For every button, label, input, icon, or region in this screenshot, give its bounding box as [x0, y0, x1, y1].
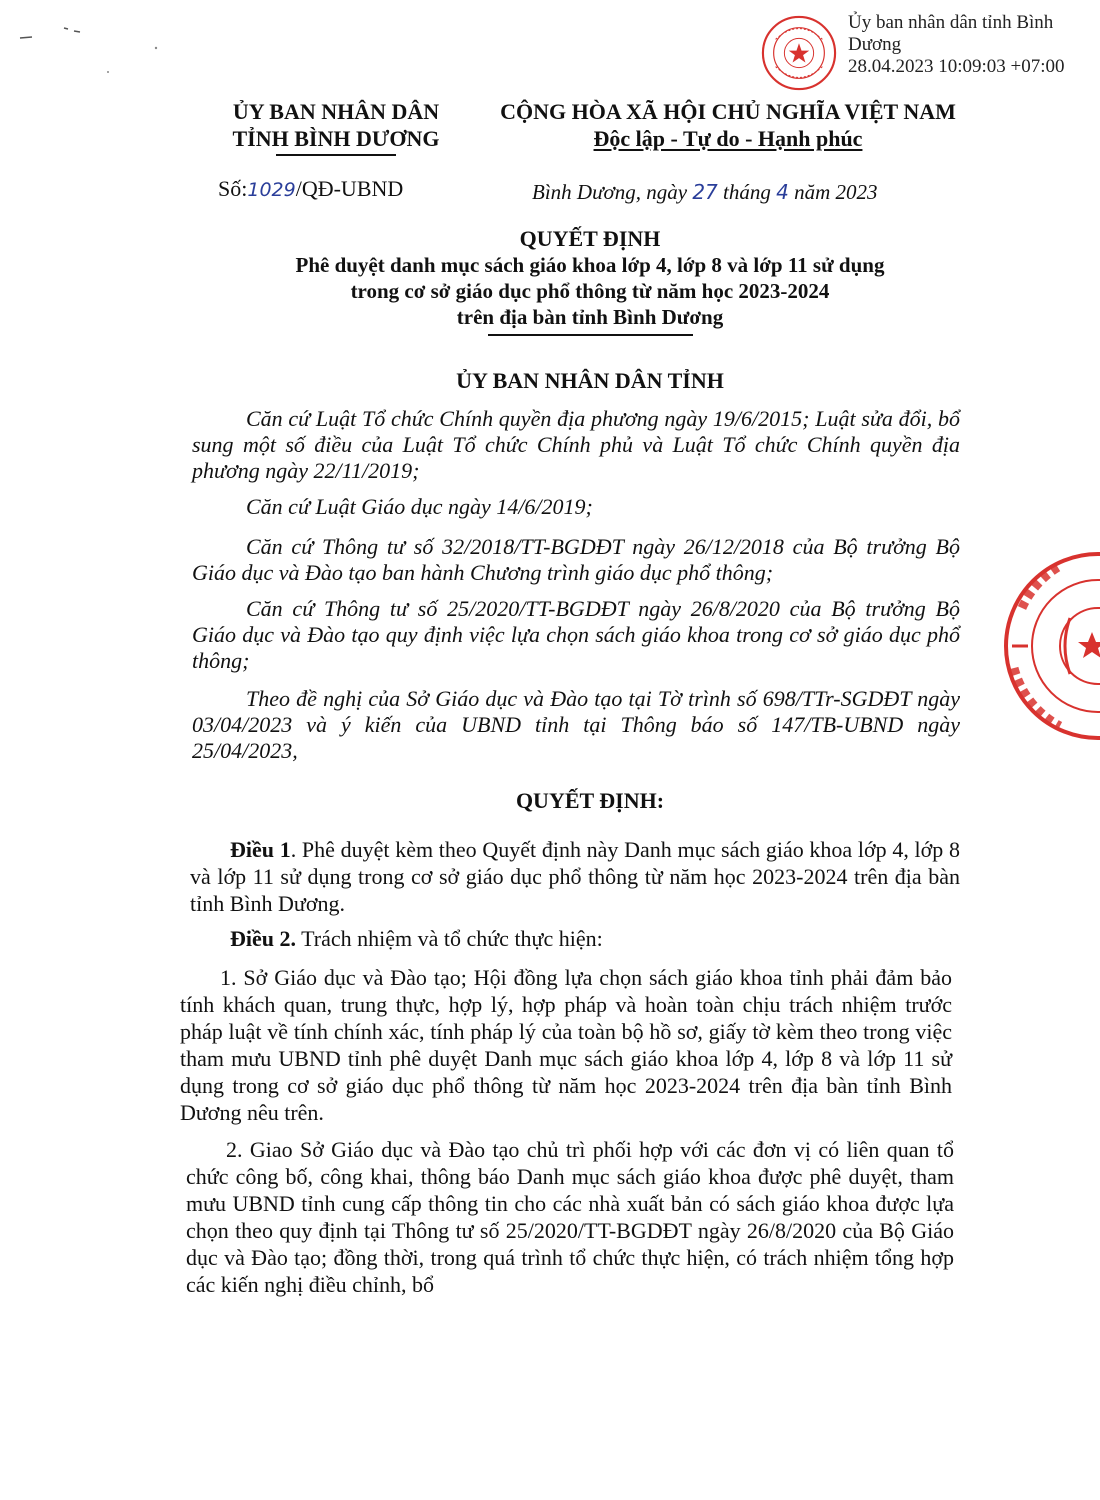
article-2-item-1: 1. Sở Giáo dục và Đào tạo; Hội đồng lựa chọn sách giáo khoa tỉnh phải đảm bảo tính khách quan, trung thực, hợp lý, hợp pháp và hoàn toàn chịu trách nhiệm trước pháp luật về tính chính xác, tính pháp lý của toàn bộ hồ sơ, giấy tờ kèm theo trong việc tham mưu UBND tỉnh phê duyệt Danh mục sách giáo khoa lớp 4, lớp 8 và lớp 11 sử dụng trong cơ sở giáo dục phổ thông từ năm học 2023-2024 trên địa bàn tỉnh Bình Dương nêu trên.	[180, 965, 952, 1125]
decides-heading: QUYẾT ĐỊNH:	[515, 788, 665, 813]
red-stamp-seal-icon	[1000, 548, 1100, 744]
issuing-authority: ỦY BAN NHÂN DÂN TỈNH	[456, 368, 724, 393]
decision-title	[190, 226, 990, 336]
agency-header	[196, 98, 476, 156]
subject-line-3: trên địa bàn tỉnh Bình Dương	[456, 305, 724, 329]
article-1-text: . Phê duyệt kèm theo Quyết định này Danh mục sách giáo khoa lớp 4, lớp 8 và lớp 11 sử dụng trong cơ sở giáo dục phổ thông từ năm học 2023-2024 trên địa bàn tỉnh Bình Dương.	[190, 837, 961, 916]
date-place-prefix: Bình Dương, ngày	[532, 180, 688, 204]
date-month-label: tháng	[723, 180, 771, 204]
legal-basis-1: Căn cứ Luật Tổ chức Chính quyền địa phương ngày 19/6/2015; Luật sửa đổi, bổ sung một số điều của Luật Tổ chức Chính phủ và Luật Tổ chức Chính quyền địa phương ngày 22/11/2019;	[192, 406, 960, 483]
date-month-handwritten: 4	[776, 180, 789, 204]
doc-number-suffix: /QĐ-UBND	[295, 176, 404, 201]
signer-name: Ủy ban nhân dân tỉnh Bình Dương	[848, 12, 1054, 55]
article-2-text: Trách nhiệm và tổ chức thực hiện:	[296, 926, 603, 951]
national-motto: Độc lập - Tự do - Hạnh phúc	[593, 126, 863, 151]
doc-number-prefix: Số:	[218, 176, 248, 201]
legal-basis-5: Theo đề nghị của Sở Giáo dục và Đào tạo tại Tờ trình số 698/TTr-SGDĐT ngày 03/04/2023 và ý kiến của UBND tỉnh tại Thông báo số 147/TB-UBND ngày 25/04/2023,	[192, 686, 960, 763]
document-number	[218, 176, 403, 202]
agency-underline	[276, 154, 396, 156]
agency-line-2: TỈNH BÌNH DƯƠNG	[232, 126, 440, 151]
date-year: năm 2023	[794, 180, 878, 204]
subject-line-1: Phê duyệt danh mục sách giáo khoa lớp 4, lớp 8 và lớp 11 sử dụng	[295, 253, 885, 277]
article-2-label: Điều 2.	[230, 926, 296, 951]
article-1-label: Điều 1	[230, 837, 291, 862]
document-date	[532, 180, 878, 205]
article-2	[190, 925, 960, 952]
doc-number-handwritten: 1029	[247, 179, 296, 201]
title-underline	[488, 334, 693, 336]
legal-basis-2: Căn cứ Luật Giáo dục ngày 14/6/2019;	[246, 494, 593, 519]
legal-basis-3: Căn cứ Thông tư số 32/2018/TT-BGDĐT ngày 26/12/2018 của Bộ trưởng Bộ Giáo dục và Đào tạo ban hành Chương trình giáo dục phổ thông;	[192, 534, 960, 585]
digital-signature-seal-icon	[760, 14, 838, 92]
date-day-handwritten: 27	[692, 180, 718, 204]
scan-marks	[10, 10, 180, 80]
digital-signature-info	[848, 12, 1088, 78]
article-2-item-2: 2. Giao Sở Giáo dục và Đào tạo chủ trì phối hợp với các đơn vị có liên quan tổ chức công bố, công khai, thông báo Danh mục sách giáo khoa được phê duyệt, tham mưu UBND tỉnh cung cấp thông tin cho các nhà xuất bản có sách giáo khoa được lựa chọn theo quy định tại Thông tư số 25/2020/TT-BGDĐT ngày 26/8/2020 của Bộ Giáo dục và Đào tạo; đồng thời, trong quá trình tổ chức thực hiện, có trách nhiệm tổng hợp các kiến nghị điều chỉnh, bổ	[186, 1137, 954, 1297]
legal-basis-4: Căn cứ Thông tư số 25/2020/TT-BGDĐT ngày 26/8/2020 của Bộ trưởng Bộ Giáo dục và Đào tạo quy định việc lựa chọn sách giáo khoa trong cơ sở giáo dục phổ thông;	[192, 596, 960, 673]
nation-name: CỘNG HÒA XÃ HỘI CHỦ NGHĨA VIỆT NAM	[500, 99, 956, 124]
title-heading: QUYẾT ĐỊNH	[519, 226, 661, 251]
signature-timestamp: 28.04.2023 10:09:03 +07:00	[848, 56, 1065, 77]
article-1	[190, 836, 960, 917]
agency-line-1: ỦY BAN NHÂN DÂN	[232, 99, 440, 124]
subject-line-2: trong cơ sở giáo dục phổ thông từ năm học 2023-2024	[350, 279, 830, 303]
national-header	[478, 98, 978, 152]
